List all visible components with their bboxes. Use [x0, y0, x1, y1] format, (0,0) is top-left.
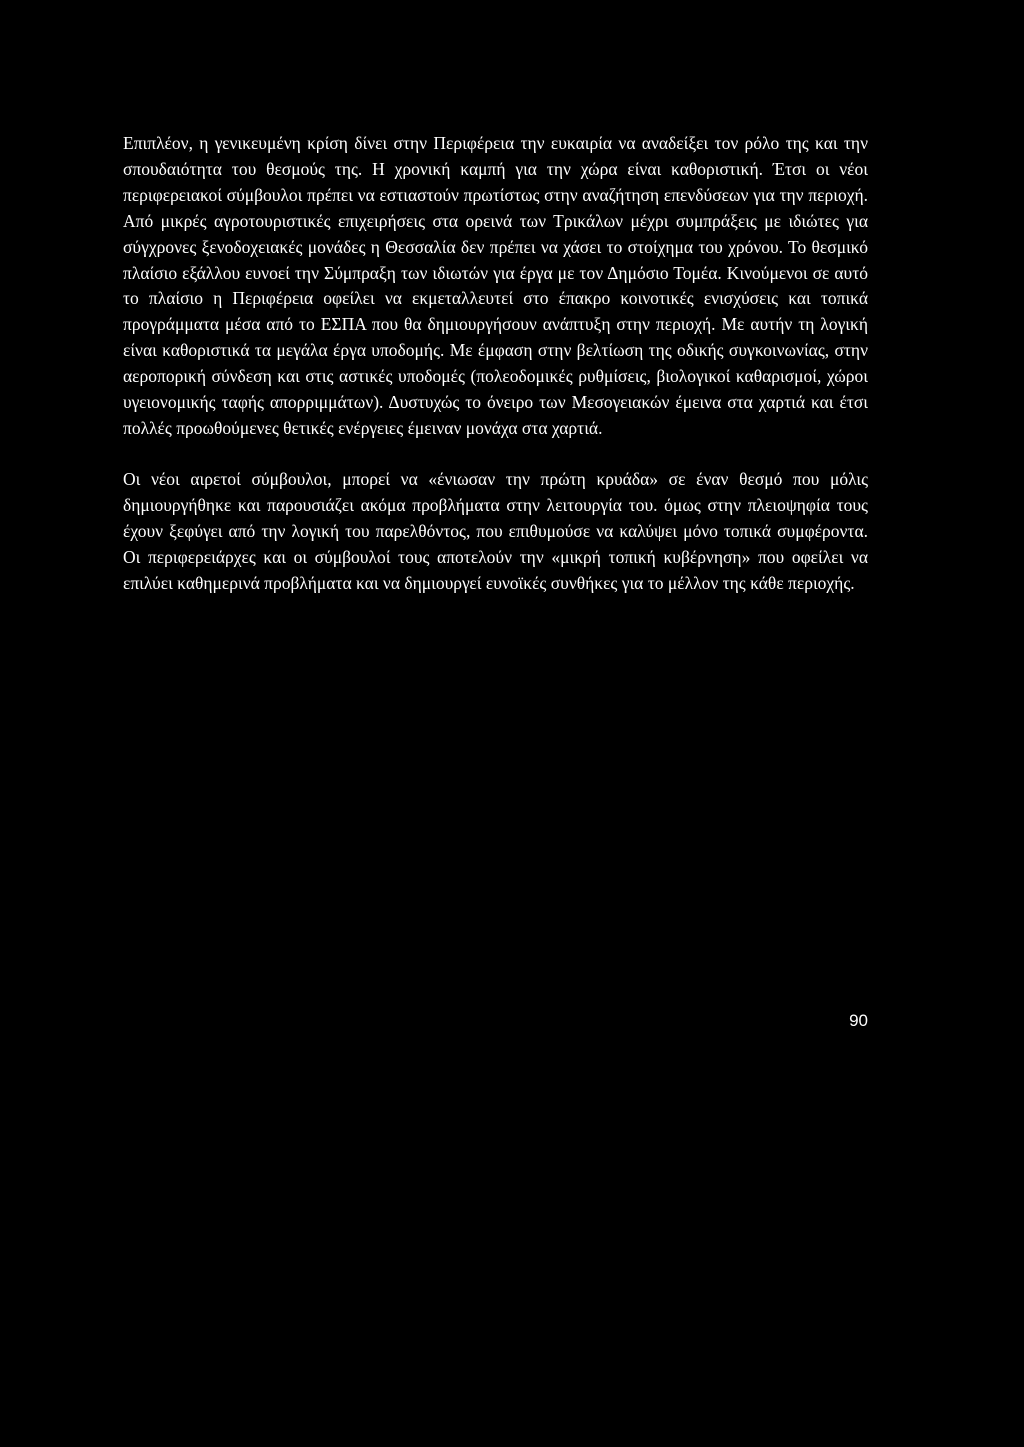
page-number: 90 [849, 1011, 868, 1030]
paragraph-2: Οι νέοι αιρετοί σύμβουλοι, μπορεί να «ένιωσαν την πρώτη κρυάδα» σε έναν θεσμό που μόλις δημιουργήθηκε και παρουσιάζει ακόμα προβλήματα στην λειτουργία του. όμως στην πλειοψηφία τους έχουν ξεφύγει από την λογική του παρελθόντος, που επιθυμούσε να καλύψει μόνο τοπικά συμφέροντα. Οι περιφερειάρχες και οι σύμβουλοί τους αποτελούν την «μικρή τοπική κυβέρνηση» που οφείλει να επιλύει καθημερινά προβλήματα και να δημιουργεί ευνοϊκές συνθήκες για το μέλλον της κάθε περιοχής. [123, 468, 868, 593]
body-text [123, 131, 868, 596]
paragraph-1: Επιπλέον, η γενικευμένη κρίση δίνει στην Περιφέρεια την ευκαιρία να αναδείξει τον ρόλο της και την σπουδαιότητα του θεσμούς της. Η χρονική καμπή για την χώρα είναι καθοριστική. Έτσι οι νέοι περιφερειακοί σύμβουλοι πρέπει να εστιαστούν πρωτίστως στην αναζήτηση επενδύσεων για την περιοχή. Από μικρές αγροτουριστικές επιχειρήσεις στα ορεινά των Τρικάλων μέχρι συμπράξεις με ιδιώτες για σύγχρονες ξενοδοχειακές μονάδες η Θεσσαλία δεν πρέπει να χάσει το στοίχημα του χρόνου. Το θεσμικό πλαίσιο εξάλλου ευνοεί την Σύμπραξη των ιδιωτών για έργα με τον Δημόσιο Τομέα. Κινούμενοι σε αυτό το πλαίσιο η Περιφέρεια οφείλει να εκμεταλλευτεί στο έπακρο κοινοτικές ενισχύσεις και τοπικά προγράμματα μέσα από το ΕΣΠΑ που θα δημιουργήσουν ανάπτυξη στην περιοχή. Με αυτήν τη λογική είναι καθοριστικά τα μεγάλα έργα υποδομής. Με έμφαση στην βελτίωση της οδικής συγκοινωνίας, στην αεροπορική σύνδεση και στις αστικές υποδομές (πολεοδομικές ρυθμίσεις, βιολογικοί καθαρισμοί, χώροι υγειονομικής ταφής απορριμμάτων). Δυστυχώς το όνειρο των Μεσογειακών έμεινα στα χαρτιά και έτσι πολλές προωθούμενες θετικές ενέργειες έμειναν μονάχα στα χαρτιά. [123, 133, 868, 438]
